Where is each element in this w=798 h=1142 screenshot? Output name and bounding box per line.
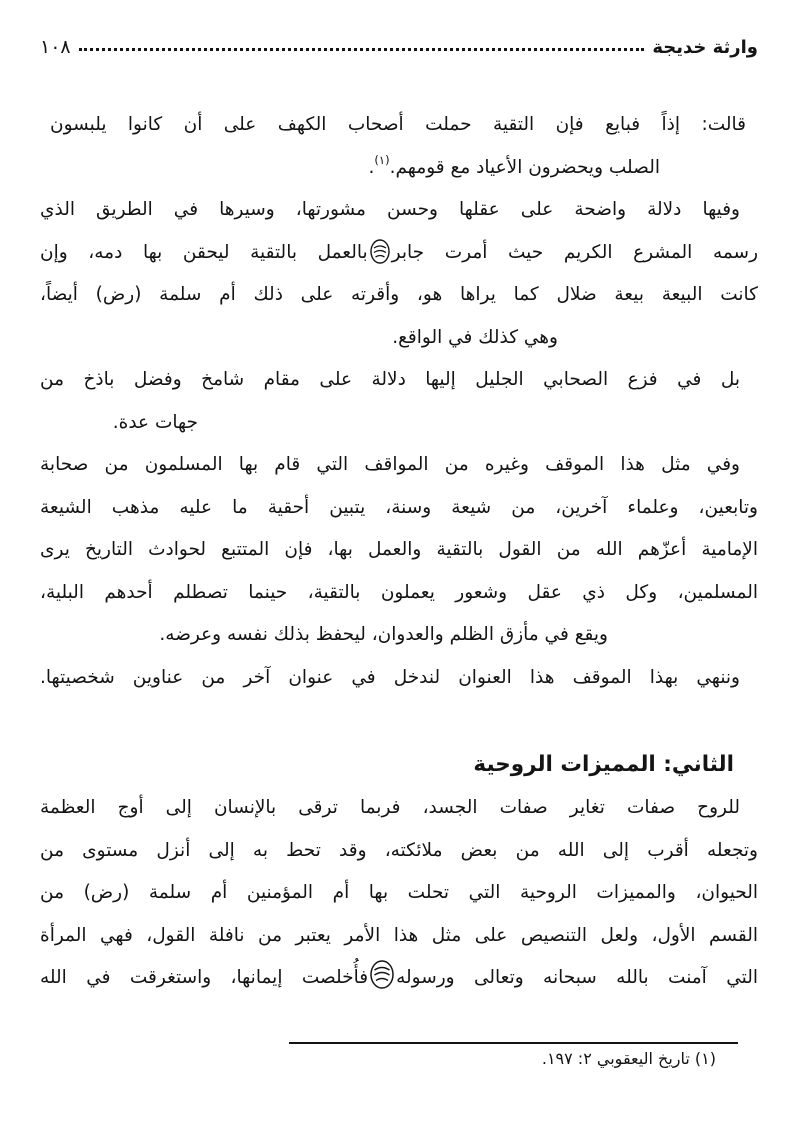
line-segment: بالعمل بالتقية ليحقن بها دمه، وإن — [40, 241, 368, 263]
paragraph — [40, 657, 758, 700]
body-line: وهي كذلك في الواقع. — [392, 326, 558, 348]
body-line: قالت: إذاً فبايع فإن التقية حملت أصحاب الكهف على أن كانوا يلبسون — [50, 114, 746, 135]
line-segment: فأُخلصت إيمانها، واستغرقت في الله — [40, 967, 369, 988]
body-line: وتابعين، وعلماء آخرين، من شيعة وسنة، يتبين أحقية ما عليه مذهب الشيعة — [40, 496, 758, 518]
book-title: وارثة خديجة — [652, 37, 758, 58]
quote-end-period: . — [368, 156, 375, 178]
body-line — [40, 957, 758, 1000]
running-header — [40, 28, 758, 58]
body-line: وننهي بهذا الموقف هذا العنوان لندخل في عنوان آخر من عناوين شخصيتها. — [40, 666, 740, 688]
section-heading: الثاني: المميزات الروحية — [473, 752, 734, 777]
body-line: جهات عدة. — [112, 411, 198, 433]
body-line: الحيوان، والمميزات الروحية التي تحلت بها أم المؤمنين أم سلمة (رض) من — [40, 882, 758, 903]
line-segment: رسمه المشرع الكريم حيث أمرت جابر — [391, 241, 758, 263]
body-line: وتجعله أقرب إلى الله من بعض ملائكته، وقد تحط به إلى أنزل مستوى من — [40, 839, 758, 861]
body-line: ويقع في مأزق الظلم والعدوان، ليحفظ بذلك نفسه وعرضه. — [159, 624, 608, 645]
body-line: المسلمين، وكل ذي عقل وشعور يعملون بالتقية، حينما تصطلم أحدهم البلية، — [40, 581, 758, 603]
body-line: الإمامية أعزّهم الله من القول بالتقية والعمل بها، فإن المتتبع لحوادث التاريخ يرى — [40, 539, 758, 560]
body-text — [40, 104, 758, 1000]
body-line: كانت البيعة بيعة ضلال كما يراها هو، وأقرته على ذلك أم سلمة (رض) أيضاً، — [40, 284, 758, 305]
quote-end-text: الصلب ويحضرون الأعياد مع قومهم. — [389, 156, 660, 178]
paragraph — [40, 189, 758, 359]
line-segment: التي آمنت بالله سبحانه وتعالى ورسوله — [396, 967, 758, 988]
paragraph — [40, 359, 758, 444]
body-line: القسم الأول، ولعل التنصيص على مثل هذا الأمر يعتبر من نافلة القول، فهي المرأة — [40, 924, 758, 946]
dotted-leader — [79, 48, 645, 51]
paragraph — [40, 787, 758, 1000]
honorific-seal-icon — [370, 239, 390, 264]
honorific-seal-icon — [370, 960, 394, 989]
body-line — [40, 147, 758, 190]
body-line: للروح صفات تغاير صفات الجسد، فربما ترقى بالإنسان إلى أوج العظمة — [40, 797, 740, 818]
quote-paragraph — [40, 104, 758, 189]
body-line: وفيها دلالة واضحة على عقلها وحسن مشورتها، وسيرها في الطريق الذي — [40, 199, 740, 220]
body-line: وفي مثل هذا الموقف وغيره من المواقف التي قام بها المسلمون من صحابة — [40, 454, 740, 475]
footnote-text: (١) تاريخ اليعقوبي ٢: ١٩٧. — [541, 1048, 716, 1068]
paragraph — [40, 444, 758, 657]
footnote-marker: (١) — [374, 152, 390, 167]
body-line — [40, 232, 758, 275]
body-line: بل في فزع الصحابي الجليل إليها دلالة على مقام شامخ وفضل باذخ من — [40, 369, 740, 390]
footnote-area — [40, 1042, 758, 1074]
page-number: ١٠٨ — [40, 36, 71, 58]
